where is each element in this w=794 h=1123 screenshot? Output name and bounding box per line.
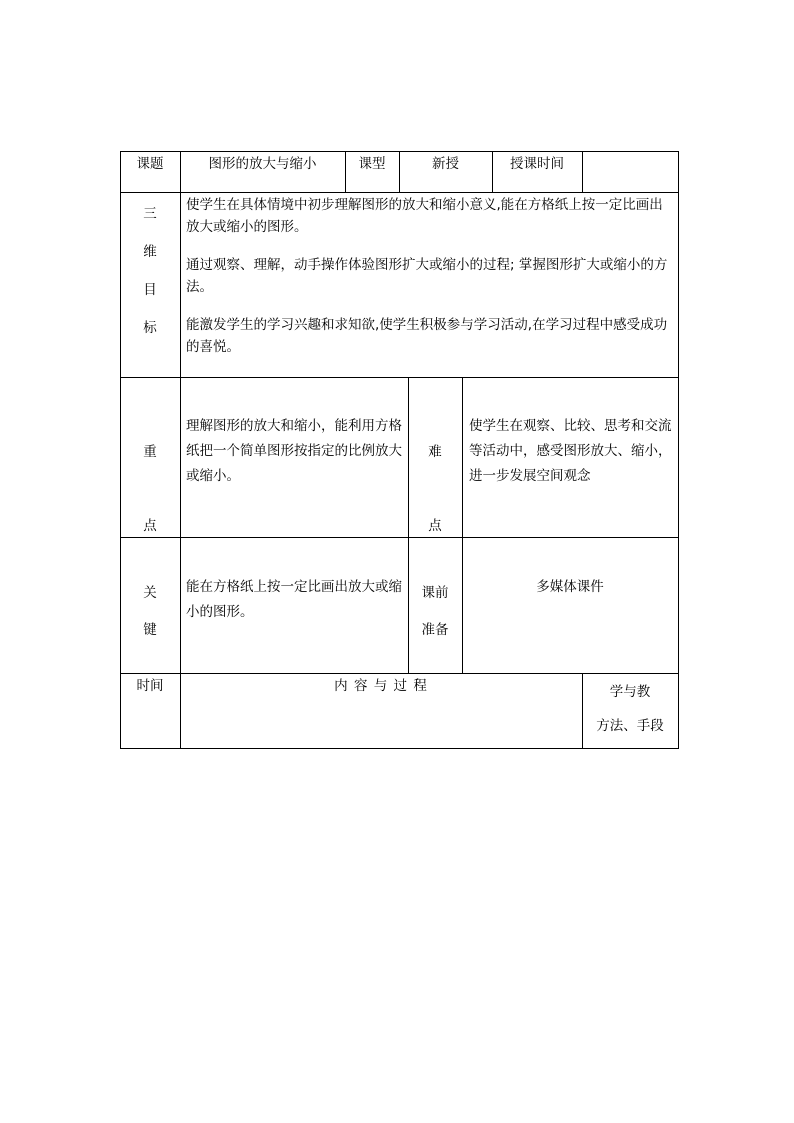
- table-border: [120, 537, 679, 538]
- key-label: [120, 575, 180, 649]
- title-label: 课题: [136, 156, 164, 172]
- type-label: 课型: [358, 156, 386, 172]
- table-border: [120, 748, 679, 749]
- objectives-label-char: 维: [143, 244, 157, 260]
- objectives-label: [120, 195, 180, 347]
- preparation-value: 多媒体课件: [536, 579, 604, 595]
- objective-paragraph: 能激发学生的学习兴趣和求知欲,使学生积极参与学习活动,在学习过程中感受成功的喜悦。: [186, 317, 668, 355]
- preparation-label-line: 准备: [421, 622, 449, 638]
- objective-paragraph: 使学生在具体情境中初步理解图形的放大和缩小意义,能在方格纸上按一定比画出放大或缩小的图形。: [186, 197, 663, 235]
- table-border: [582, 151, 583, 192]
- table-border: [462, 377, 463, 673]
- type-value: 新授: [432, 156, 459, 172]
- title-value: 图形的放大与缩小: [208, 156, 317, 172]
- key-label-char: 关: [143, 585, 157, 601]
- time-label: 授课时间: [510, 156, 564, 172]
- key-point-text: 理解图形的放大和缩小，能利用方格纸把一个简单图形按指定的比例放大或缩小。: [186, 418, 402, 484]
- key-text: 能在方格纸上按一定比画出放大或缩小的图形。: [186, 579, 402, 620]
- table-border: [678, 151, 679, 749]
- key-point-label-char: 重: [143, 444, 157, 460]
- table-border: [180, 151, 181, 749]
- objectives-label-char: 三: [143, 206, 157, 222]
- content-column-label: 内 容 与 过 程: [334, 678, 428, 694]
- objectives-text: [186, 194, 674, 374]
- difficult-point-label-char: 难: [428, 444, 442, 460]
- difficult-point-label: [408, 415, 462, 563]
- objectives-label-char: 目: [143, 282, 157, 298]
- objective-paragraph: 通过观察、理解，动手操作体验图形扩大或缩小的过程; 掌握图形扩大或缩小的方法。: [186, 257, 668, 295]
- preparation-label-line: 课前: [421, 585, 449, 601]
- method-column-label: [582, 675, 678, 743]
- time-column-label: 时间: [136, 678, 164, 694]
- objectives-label-char: 标: [143, 320, 157, 336]
- method-label-line: 方法、手段: [596, 718, 664, 734]
- difficult-point-label-char: 点: [428, 518, 442, 534]
- table-border: [120, 673, 679, 674]
- method-label-line: 学与教: [609, 684, 651, 700]
- key-point-label: [120, 415, 180, 563]
- key-label-char: 键: [143, 622, 157, 638]
- key-point-label-char: 点: [143, 518, 157, 534]
- table-border: [120, 377, 679, 378]
- table-border: [120, 192, 679, 193]
- difficult-point-text: 使学生在观察、比较、思考和交流等活动中，感受图形放大、缩小，进一步发展空间观念: [469, 418, 672, 484]
- preparation-label: [408, 575, 462, 649]
